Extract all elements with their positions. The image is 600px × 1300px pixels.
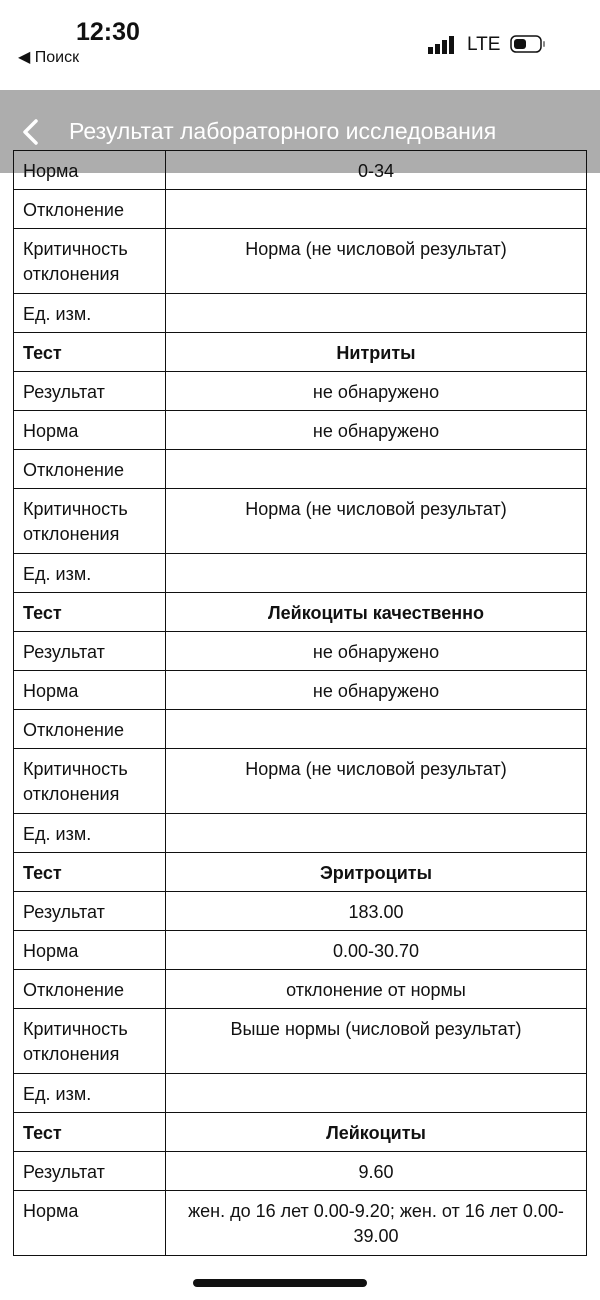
row-value: Норма (не числовой результат) bbox=[166, 489, 587, 554]
row-label: Ед. изм. bbox=[14, 294, 166, 333]
test-header-row bbox=[14, 853, 587, 892]
row-value bbox=[166, 1074, 587, 1113]
row-value: Норма (не числовой результат) bbox=[166, 749, 587, 814]
row-value: не обнаружено bbox=[166, 671, 587, 710]
row-value bbox=[166, 294, 587, 333]
row-value: 0.00-30.70 bbox=[166, 931, 587, 970]
row-value: 9.60 bbox=[166, 1152, 587, 1191]
row-label: Отклонение bbox=[14, 710, 166, 749]
row-value bbox=[166, 554, 587, 593]
table-row bbox=[14, 372, 587, 411]
results-table bbox=[13, 150, 587, 1256]
row-label: Ед. изм. bbox=[14, 814, 166, 853]
row-label: Критичность отклонения bbox=[14, 489, 166, 554]
table-row bbox=[14, 814, 587, 853]
row-label: Тест bbox=[14, 333, 166, 372]
row-label: Норма bbox=[14, 671, 166, 710]
table-row bbox=[14, 931, 587, 970]
row-label: Норма bbox=[14, 411, 166, 450]
back-chevron-icon[interactable] bbox=[18, 118, 44, 146]
row-value: Лейкоциты качественно bbox=[166, 593, 587, 632]
page-title: Результат лабораторного исследования bbox=[69, 118, 497, 144]
table-row bbox=[14, 489, 587, 554]
row-value: не обнаружено bbox=[166, 372, 587, 411]
table-row bbox=[14, 294, 587, 333]
test-header-row bbox=[14, 1113, 587, 1152]
status-time: 12:30 bbox=[76, 18, 140, 46]
test-header-row bbox=[14, 593, 587, 632]
row-value: Норма (не числовой результат) bbox=[166, 229, 587, 294]
table-row bbox=[14, 892, 587, 931]
row-label: Норма bbox=[14, 1191, 166, 1256]
row-value: Эритроциты bbox=[166, 853, 587, 892]
row-label: Отклонение bbox=[14, 970, 166, 1009]
network-type: LTE bbox=[467, 34, 501, 55]
row-value: отклонение от нормы bbox=[166, 970, 587, 1009]
row-label: Отклонение bbox=[14, 190, 166, 229]
row-value bbox=[166, 190, 587, 229]
row-value bbox=[166, 710, 587, 749]
row-value: Нитриты bbox=[166, 333, 587, 372]
row-value: не обнаружено bbox=[166, 632, 587, 671]
row-label: Норма bbox=[14, 151, 166, 190]
table-row bbox=[14, 450, 587, 489]
table-row bbox=[14, 671, 587, 710]
table-row bbox=[14, 229, 587, 294]
row-label: Ед. изм. bbox=[14, 554, 166, 593]
row-value: не обнаружено bbox=[166, 411, 587, 450]
row-value: 0-34 bbox=[166, 151, 587, 190]
row-value: Выше нормы (числовой результат) bbox=[166, 1009, 587, 1074]
table-row bbox=[14, 970, 587, 1009]
results-table-container[interactable] bbox=[0, 161, 600, 1300]
row-value: 183.00 bbox=[166, 892, 587, 931]
table-row bbox=[14, 749, 587, 814]
battery-icon bbox=[510, 35, 546, 53]
back-to-search-link[interactable]: ◀ Поиск bbox=[18, 49, 80, 66]
row-label: Норма bbox=[14, 931, 166, 970]
status-bar bbox=[0, 0, 600, 90]
table-row bbox=[14, 632, 587, 671]
row-label: Отклонение bbox=[14, 450, 166, 489]
row-label: Критичность отклонения bbox=[14, 749, 166, 814]
signal-icon bbox=[428, 34, 458, 54]
row-label: Критичность отклонения bbox=[14, 229, 166, 294]
table-row bbox=[14, 151, 587, 190]
table-row bbox=[14, 190, 587, 229]
row-label: Результат bbox=[14, 372, 166, 411]
table-row bbox=[14, 554, 587, 593]
row-label: Ед. изм. bbox=[14, 1074, 166, 1113]
table-row bbox=[14, 1074, 587, 1113]
row-label: Результат bbox=[14, 1152, 166, 1191]
table-row bbox=[14, 710, 587, 749]
test-header-row bbox=[14, 333, 587, 372]
row-value: Лейкоциты bbox=[166, 1113, 587, 1152]
home-indicator[interactable] bbox=[193, 1279, 367, 1287]
table-row bbox=[14, 411, 587, 450]
row-label: Тест bbox=[14, 853, 166, 892]
row-label: Результат bbox=[14, 892, 166, 931]
row-label: Результат bbox=[14, 632, 166, 671]
table-row bbox=[14, 1009, 587, 1074]
table-row bbox=[14, 1152, 587, 1191]
table-row bbox=[14, 1191, 587, 1256]
row-label: Тест bbox=[14, 1113, 166, 1152]
row-label: Тест bbox=[14, 593, 166, 632]
row-value: жен. до 16 лет 0.00-9.20; жен. от 16 лет 0.00-39.00 bbox=[166, 1191, 587, 1256]
row-value bbox=[166, 814, 587, 853]
row-label: Критичность отклонения bbox=[14, 1009, 166, 1074]
row-value bbox=[166, 450, 587, 489]
